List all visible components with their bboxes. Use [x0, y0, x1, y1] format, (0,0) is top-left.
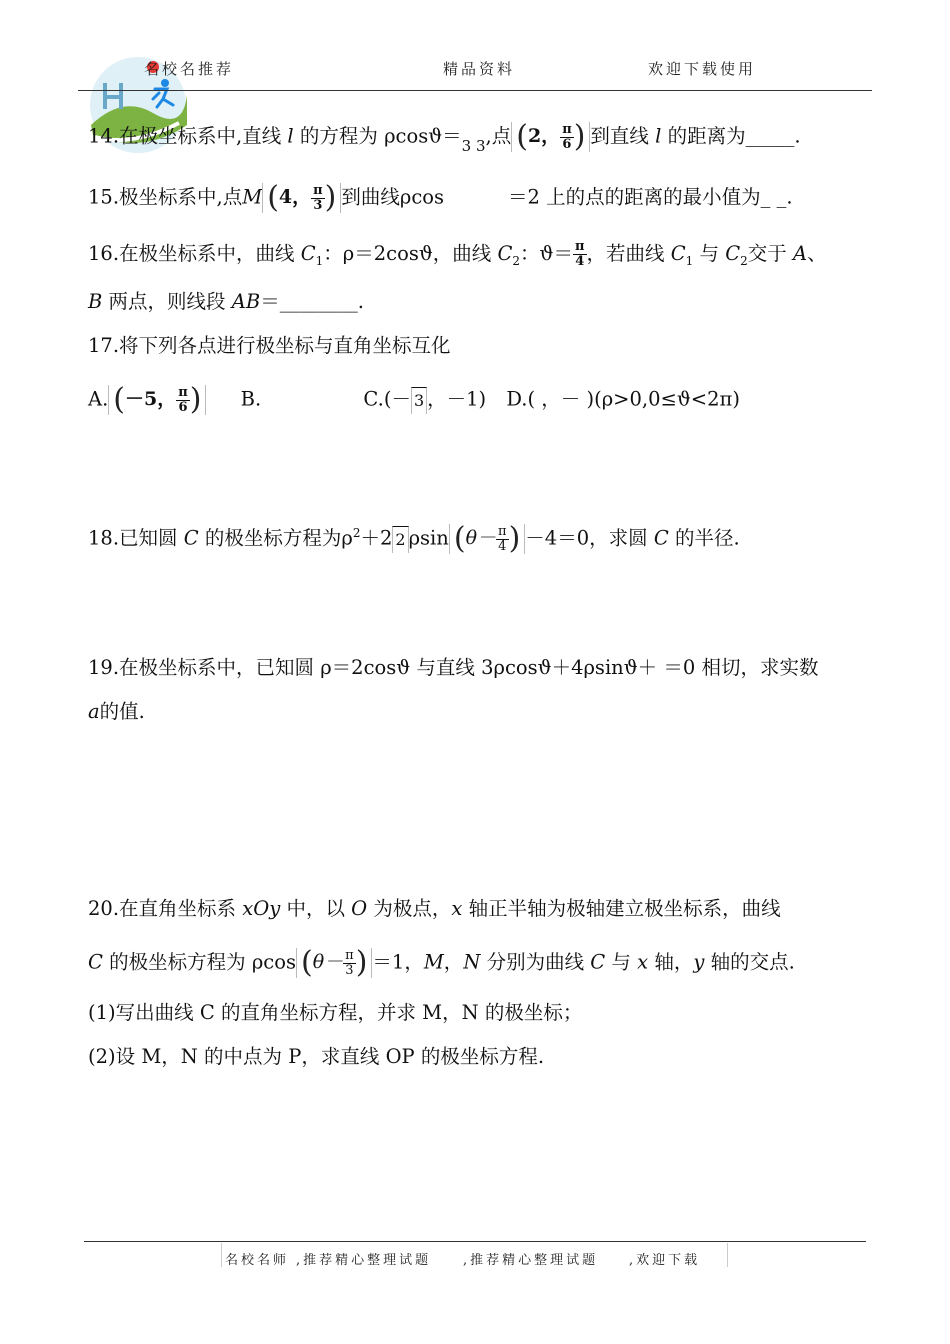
question-19: 19.在极坐标系中，已知圆 ρ＝2cosϑ 与直线 3ρcosϑ＋4ρsinϑ＋ ＝0 相切，求实数	[88, 656, 819, 679]
question-20-part1: (1)写出曲线 C 的直角坐标方程，并求 M，N 的极坐标；	[88, 1001, 583, 1024]
header-rule	[78, 90, 872, 91]
footer-a: 名校名师	[225, 1253, 290, 1268]
question-17-title: 17.将下列各点进行极坐标与直角坐标互化	[88, 334, 451, 357]
point-4-pi3: (4， $\frac{\pi}{3}$ )	[262, 183, 341, 213]
header-right: 欢迎下载使用	[648, 60, 757, 78]
footer-d: ,欢迎下载	[629, 1253, 701, 1268]
question-15: 15.极坐标系中,点M (4， $\frac{\pi}{3}$ ) 到曲线ρcos ＝2 上的点的距离的最小值为_ _.	[88, 180, 793, 215]
point-neg5-pi6: (－5， $\frac{\pi}{6}$ )	[108, 385, 206, 415]
question-19-line2: a的值.	[88, 700, 145, 723]
question-20-line2: C 的极坐标方程为 ρcos (θ－ $\frac{\pi}{3}$ ) ＝1，M，N 分别为曲线 C 与 x 轴，y 轴的交点.	[88, 945, 795, 980]
question-18: 18.已知圆 C 的极坐标方程为$\rho^2+2$ 2 ρsin (θ－ $\frac{\pi}{4}$ ) －4＝0，求圆 C 的半径.	[88, 521, 740, 556]
footer-rule	[84, 1241, 866, 1242]
question-16-line2: B 两点，则线段 AB＝________.	[88, 290, 364, 313]
question-20: 20.在直角坐标系 xOy 中，以 O 为极点，x 轴正半轴为极轴建立极坐标系，曲线	[88, 897, 781, 920]
question-14: 14.在极坐标系中,直线 l 的方程为 $\rho\cos ϑ=_{3 3}$,点 (2， $\frac{\pi}{6}$ ) 到直线 l 的距离为_____.	[88, 119, 801, 155]
theta-minus-pi4: (θ－ $\frac{\pi}{4}$ )	[449, 524, 525, 554]
question-17-items: A. (－5， $\frac{\pi}{6}$ ) B. C.(－ 3 ，－1) D.( ，－ )(ρ>0,0≤ϑ<2π)	[88, 382, 740, 417]
question-20-part2: (2)设 M，N 的中点为 P，求直线 OP 的极坐标方程.	[88, 1045, 545, 1068]
header-center: 精品资料	[443, 60, 516, 78]
point-2-pi6: (2， $\frac{\pi}{6}$ )	[511, 122, 590, 152]
theta-minus-pi3: (θ－ $\frac{\pi}{3}$ )	[296, 948, 372, 978]
footer-b: ,推荐精心整理试题	[296, 1253, 432, 1268]
footer-c: ,推荐精心整理试题	[463, 1253, 599, 1268]
header-left: 名校名推荐	[144, 60, 235, 78]
question-16: 16.在极坐标系中，曲线 $C_1$：ρ＝2cosϑ，曲线 $C_2$：ϑ＝ $\frac{\pi}{4}$ ，若曲线 $C_1$ 与 $C_2$交于 A、	[88, 239, 827, 269]
